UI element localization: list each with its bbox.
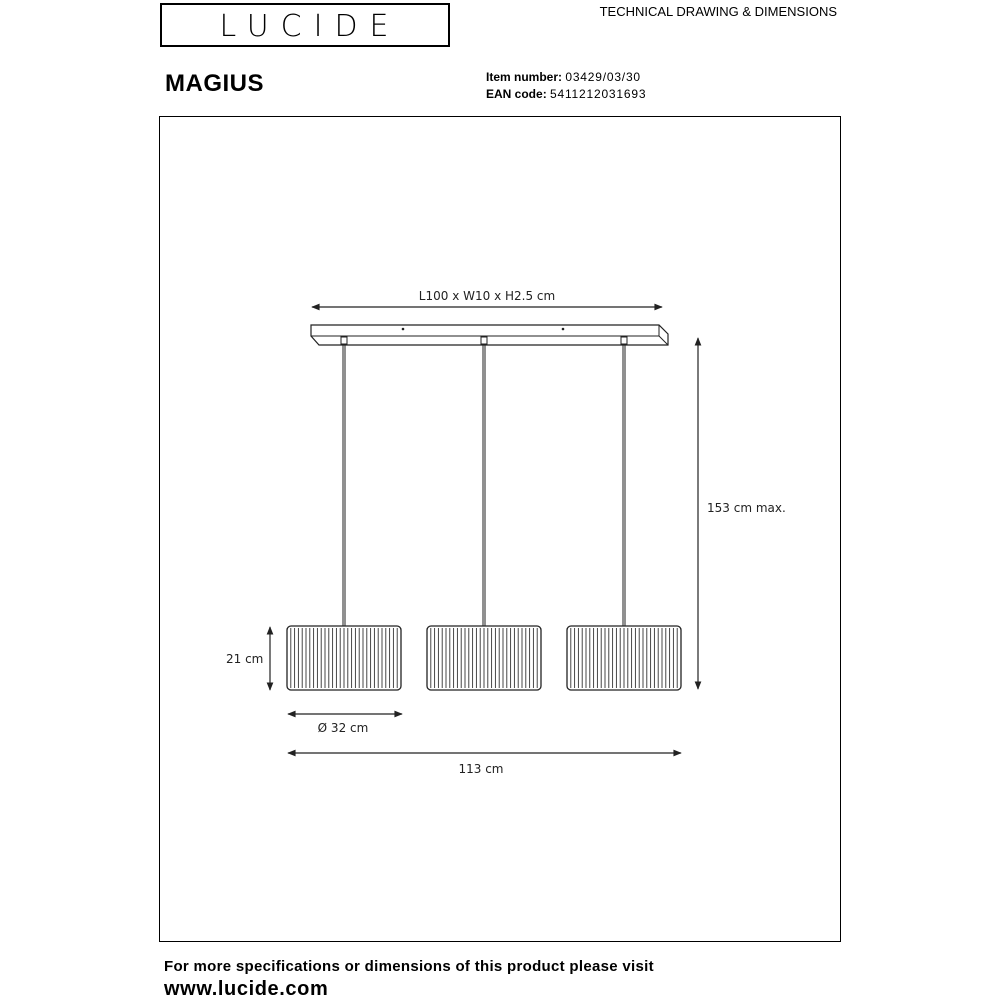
- cable-attachment: [481, 337, 487, 344]
- ean-value: 5411212031693: [550, 87, 647, 101]
- height-dimension-label: 153 cm max.: [707, 501, 786, 515]
- canopy-dimension-label: L100 x W10 x H2.5 cm: [418, 289, 556, 303]
- document-type-label: TECHNICAL DRAWING & DIMENSIONS: [599, 4, 837, 19]
- shade-diameter-label: Ø 32 cm: [317, 721, 369, 735]
- footer-url-link[interactable]: www.lucide.com: [164, 978, 329, 1000]
- ean-row: EAN code: 5411212031693: [486, 87, 647, 101]
- item-number-label: Item number: [486, 70, 559, 84]
- ean-label: EAN code: [486, 87, 543, 101]
- pendant-2: [427, 337, 541, 690]
- shade-height-label: 21 cm: [226, 652, 264, 666]
- item-number-row: Item number: 03429/03/30: [486, 70, 641, 84]
- logo-text: LUCIDE: [219, 9, 401, 44]
- pleated-drum-shade: [567, 626, 681, 690]
- item-number-value: 03429/03/30: [565, 70, 641, 84]
- cable-attachment: [341, 337, 347, 344]
- cable-attachment: [621, 337, 627, 344]
- pendant-3: [567, 337, 681, 690]
- pleated-drum-shade: [427, 626, 541, 690]
- product-name: MAGIUS: [165, 70, 264, 97]
- pendant-1: [287, 337, 401, 690]
- footer-note: For more specifications or dimensions of this product please visit: [164, 958, 654, 975]
- pendant-group: [287, 337, 681, 690]
- pleated-drum-shade: [287, 626, 401, 690]
- ceiling-canopy: [311, 325, 668, 345]
- total-width-label: 113 cm: [458, 762, 504, 776]
